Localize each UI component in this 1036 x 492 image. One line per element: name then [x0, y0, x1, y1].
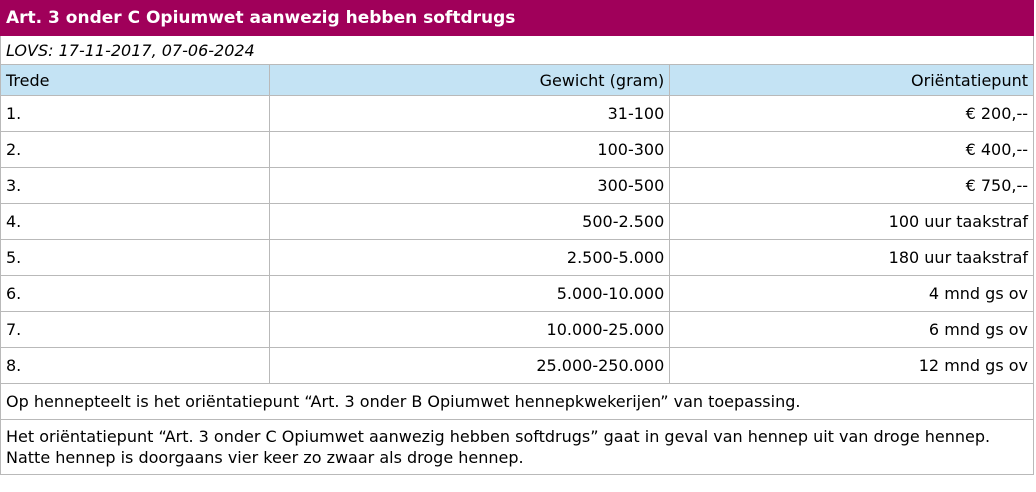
header-trede: Trede — [1, 65, 270, 96]
header-gewicht: Gewicht (gram) — [269, 65, 669, 96]
note-hennepteelt: Op hennepteelt is het oriëntatiepunt “Art. 3 onder B Opiumwet hennepkwekerijen” van toepassing. — [1, 384, 1034, 420]
subtitle-row — [1, 36, 1034, 65]
cell-trede: 7. — [1, 312, 270, 348]
cell-trede: 5. — [1, 240, 270, 276]
cell-orientatiepunt: 180 uur taakstraf — [670, 240, 1034, 276]
cell-gewicht: 31-100 — [269, 96, 669, 132]
cell-gewicht: 5.000-10.000 — [269, 276, 669, 312]
cell-trede: 1. — [1, 96, 270, 132]
cell-gewicht: 25.000-250.000 — [269, 348, 669, 384]
table-row — [1, 276, 1034, 312]
cell-orientatiepunt: 6 mnd gs ov — [670, 312, 1034, 348]
cell-orientatiepunt: 12 mnd gs ov — [670, 348, 1034, 384]
cell-trede: 2. — [1, 132, 270, 168]
header-orientatiepunt: Oriëntatiepunt — [670, 65, 1034, 96]
cell-trede: 3. — [1, 168, 270, 204]
title-row — [1, 1, 1034, 36]
table-row — [1, 240, 1034, 276]
table-row — [1, 96, 1034, 132]
cell-orientatiepunt: 100 uur taakstraf — [670, 204, 1034, 240]
note-droge-hennep: Het oriëntatiepunt “Art. 3 onder C Opiumwet aanwezig hebben softdrugs” gaat in geval van hennep uit van droge hennep. Natte hennep is doorgaans vier keer zo zwaar als droge hennep. — [1, 420, 1034, 475]
cell-orientatiepunt: 4 mnd gs ov — [670, 276, 1034, 312]
cell-gewicht: 10.000-25.000 — [269, 312, 669, 348]
cell-orientatiepunt: € 200,-- — [670, 96, 1034, 132]
cell-gewicht: 500-2.500 — [269, 204, 669, 240]
table-row — [1, 348, 1034, 384]
cell-orientatiepunt: € 750,-- — [670, 168, 1034, 204]
table-row — [1, 168, 1034, 204]
table-subtitle: LOVS: 17-11-2017, 07-06-2024 — [1, 36, 1034, 65]
note-row — [1, 384, 1034, 420]
cell-orientatiepunt: € 400,-- — [670, 132, 1034, 168]
table-row — [1, 312, 1034, 348]
cell-gewicht: 300-500 — [269, 168, 669, 204]
cell-gewicht: 100-300 — [269, 132, 669, 168]
cell-trede: 6. — [1, 276, 270, 312]
cell-gewicht: 2.500-5.000 — [269, 240, 669, 276]
cell-trede: 8. — [1, 348, 270, 384]
note-row — [1, 420, 1034, 475]
cell-trede: 4. — [1, 204, 270, 240]
table-row — [1, 132, 1034, 168]
table-row — [1, 204, 1034, 240]
table-title: Art. 3 onder C Opiumwet aanwezig hebben softdrugs — [1, 1, 1034, 36]
header-row — [1, 65, 1034, 96]
